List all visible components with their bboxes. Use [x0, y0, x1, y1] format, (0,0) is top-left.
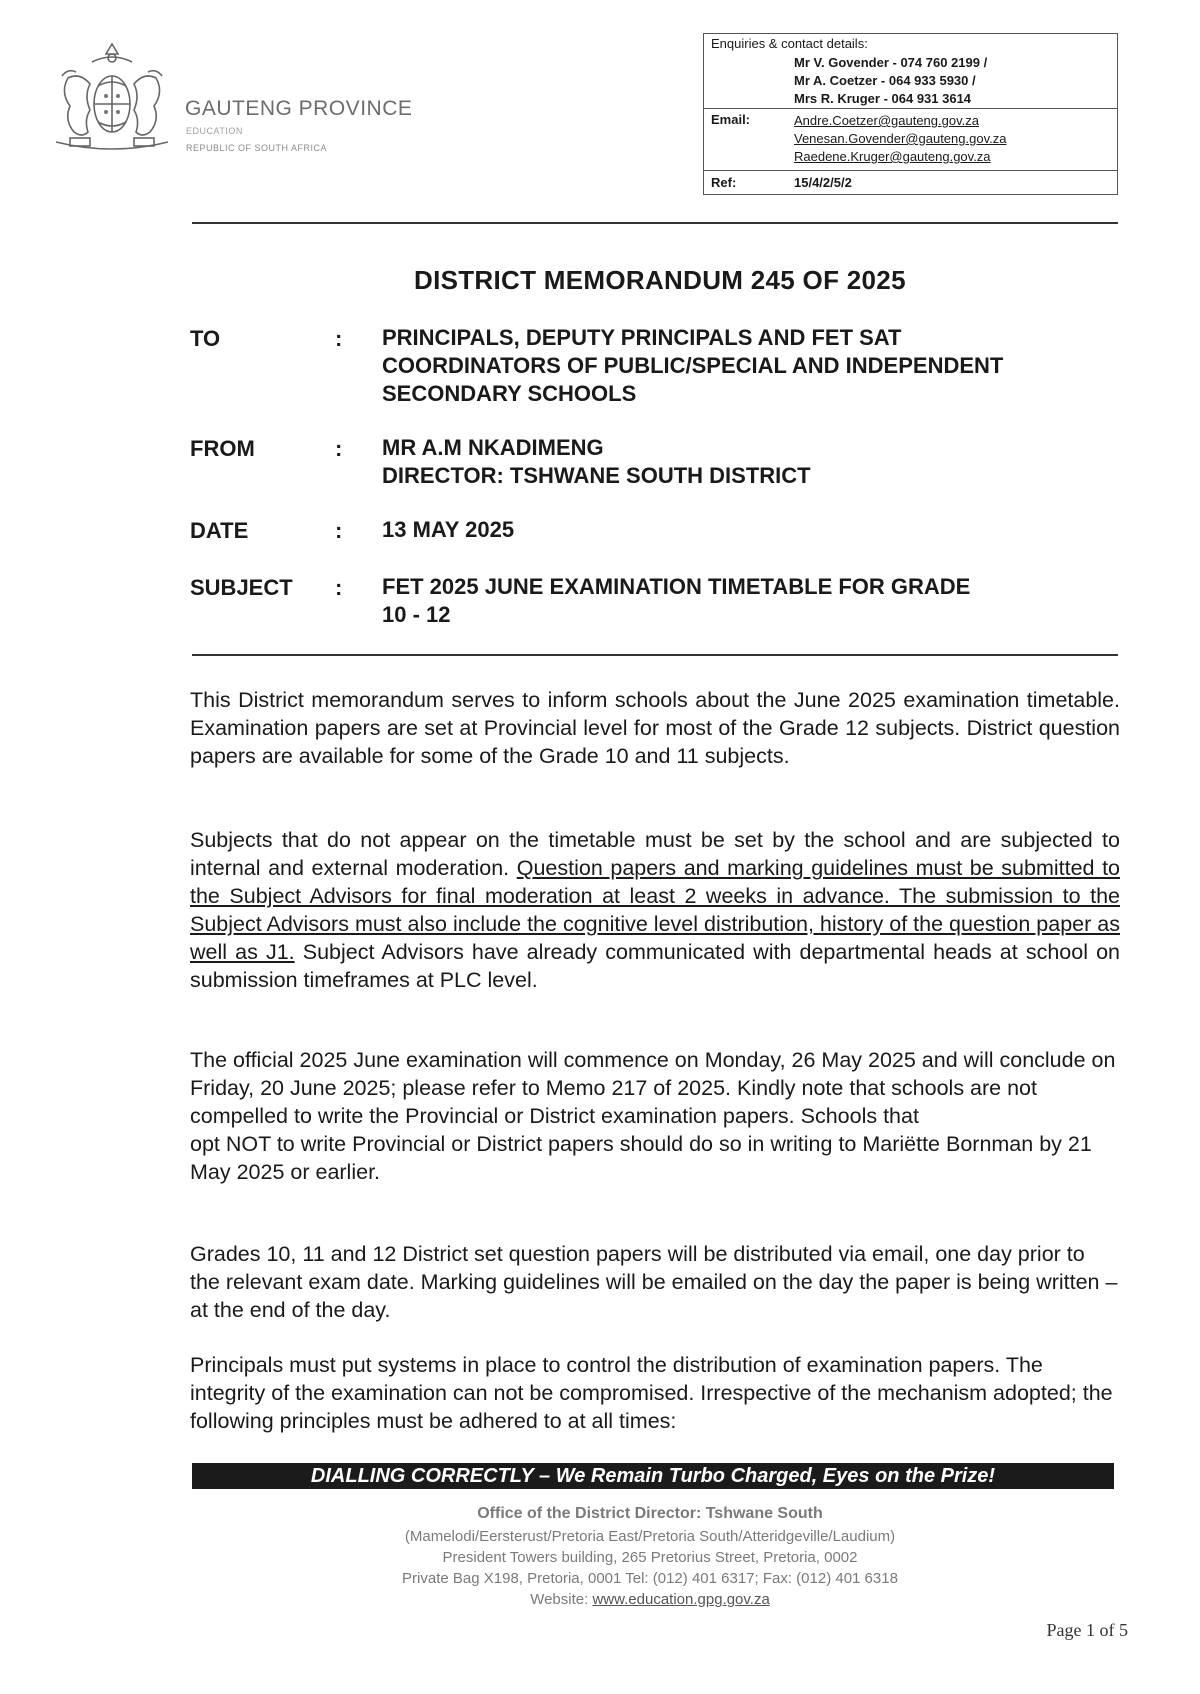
- to-label: TO: [190, 326, 221, 351]
- paragraph-text: opt NOT to write Provincial or District papers should do so in writing to Mariëtte Bornman by 21 May 2025 or earlier.: [190, 1132, 1092, 1184]
- paragraph-text: The official 2025 June examination will commence on Monday, 26 May 2025 and will conclude on Friday, 20 June 2025; please refer to Memo 217 of 2025. Kindly note that schools are not compelled to write the Provincial or District examination papers. Schools that: [190, 1048, 1116, 1128]
- subject-divider: [192, 654, 1118, 656]
- date-colon: :: [335, 518, 343, 543]
- subject-line: 10 - 12: [382, 602, 451, 627]
- coat-of-arms-logo: [48, 38, 176, 156]
- to-value: [382, 324, 1102, 408]
- email-link[interactable]: Raedene.Kruger@gauteng.gov.za: [794, 149, 991, 164]
- email-list: [794, 112, 1006, 166]
- ref-value: 15/4/2/5/2: [794, 175, 852, 190]
- email-label: Email:: [711, 112, 751, 127]
- from-line: MR A.M NKADIMENG: [382, 435, 604, 460]
- to-line: SECONDARY SCHOOLS: [382, 381, 637, 406]
- date-value: 13 MAY 2025: [382, 517, 515, 542]
- from-value: [382, 434, 1102, 490]
- to-line: COORDINATORS OF PUBLIC/SPECIAL AND INDEPENDENT: [382, 353, 1004, 378]
- contact-person: Mrs R. Kruger - 064 931 3614: [794, 91, 972, 106]
- email-link[interactable]: Andre.Coetzer@gauteng.gov.za: [794, 113, 979, 128]
- website-label: Website:: [530, 1591, 593, 1608]
- paragraph-text: Subjects that do not appear on the timetable must be set by the school and are subjected to internal and external moderation.: [190, 828, 1120, 880]
- subject-value: [382, 573, 1102, 629]
- from-label: FROM: [190, 436, 255, 461]
- department-name: EDUCATION: [186, 126, 243, 136]
- memo-title: DISTRICT MEMORANDUM 245 OF 2025: [414, 265, 906, 295]
- header-divider: [192, 222, 1118, 224]
- contacts-row: [704, 34, 1117, 109]
- ref-label: Ref:: [711, 175, 737, 190]
- paragraph-principles: Principals must put systems in place to control the distribution of examination papers. The integrity of the examination can not be compromised. Irrespective of the mechanism adopted; the following principles must be adhered to at all times:: [190, 1353, 1113, 1433]
- from-colon: :: [335, 436, 343, 461]
- contact-person: Mr V. Govender - 074 760 2199 /: [794, 55, 988, 70]
- date-label: DATE: [190, 518, 249, 543]
- to-line: PRINCIPALS, DEPUTY PRINCIPALS AND FET SAT: [382, 325, 902, 350]
- paragraph-distribution: Grades 10, 11 and 12 District set question papers will be distributed via email, one day prior to the relevant exam date. Marking guidelines will be emailed on the day the paper is being written – at the end of the day.: [190, 1242, 1118, 1322]
- slogan-banner: DIALLING CORRECTLY – We Remain Turbo Charged, Eyes on the Prize!: [192, 1463, 1114, 1489]
- from-line: DIRECTOR: TSHWANE SOUTH DISTRICT: [382, 463, 811, 488]
- footer-areas: (Mamelodi/Eersterust/Pretoria East/Pretoria South/Atteridgeville/Laudium): [404, 1528, 896, 1545]
- contact-details-box: [703, 33, 1118, 195]
- footer-contact: Private Bag X198, Pretoria, 0001 Tel: (012) 401 6317; Fax: (012) 401 6318: [402, 1570, 898, 1587]
- email-row: [704, 108, 1117, 171]
- subject-line: FET 2025 JUNE EXAMINATION TIMETABLE FOR GRADE: [382, 574, 971, 599]
- footer-office: Office of the District Director: Tshwane South: [477, 1505, 823, 1522]
- subject-colon: :: [335, 575, 343, 600]
- paragraph-moderation: [190, 826, 1120, 994]
- website-link[interactable]: www.education.gpg.gov.za: [592, 1591, 770, 1608]
- republic-name: REPUBLIC OF SOUTH AFRICA: [186, 143, 328, 153]
- paragraph-intro: This District memorandum serves to inform schools about the June 2025 examination timetable. Examination papers are set at Provincial level for most of the Grade 12 subjects. District question papers are available for some of the Grade 10 and 11 subjects.: [190, 688, 1120, 768]
- page-number: Page 1 of 5: [1046, 1620, 1128, 1640]
- footer-website: [200, 1591, 1100, 1608]
- enquiries-label: Enquiries & contact details:: [711, 36, 868, 51]
- underlined-requirement: Question papers and marking guidelines must be submitted to the Subject Advisors for final moderation at least 2 weeks in advance. The submission to the Subject Advisors must also include the cognitive level distribution, history of the question paper as well as J1.: [190, 856, 1121, 964]
- contact-list: [794, 54, 987, 108]
- footer-address: President Towers building, 265 Pretorius Street, Pretoria, 0002: [442, 1549, 858, 1566]
- paragraph-schedule: [190, 1046, 1120, 1186]
- paragraph-text: Subject Advisors have already communicated with departmental heads at school on submission timeframes at PLC level.: [190, 940, 1120, 992]
- ref-row: [704, 170, 1117, 196]
- subject-label: SUBJECT: [190, 575, 293, 600]
- email-link[interactable]: Venesan.Govender@gauteng.gov.za: [794, 131, 1007, 146]
- to-colon: :: [335, 326, 343, 351]
- province-name: GAUTENG PROVINCE: [185, 97, 413, 120]
- contact-person: Mr A. Coetzer - 064 933 5930 /: [794, 73, 976, 88]
